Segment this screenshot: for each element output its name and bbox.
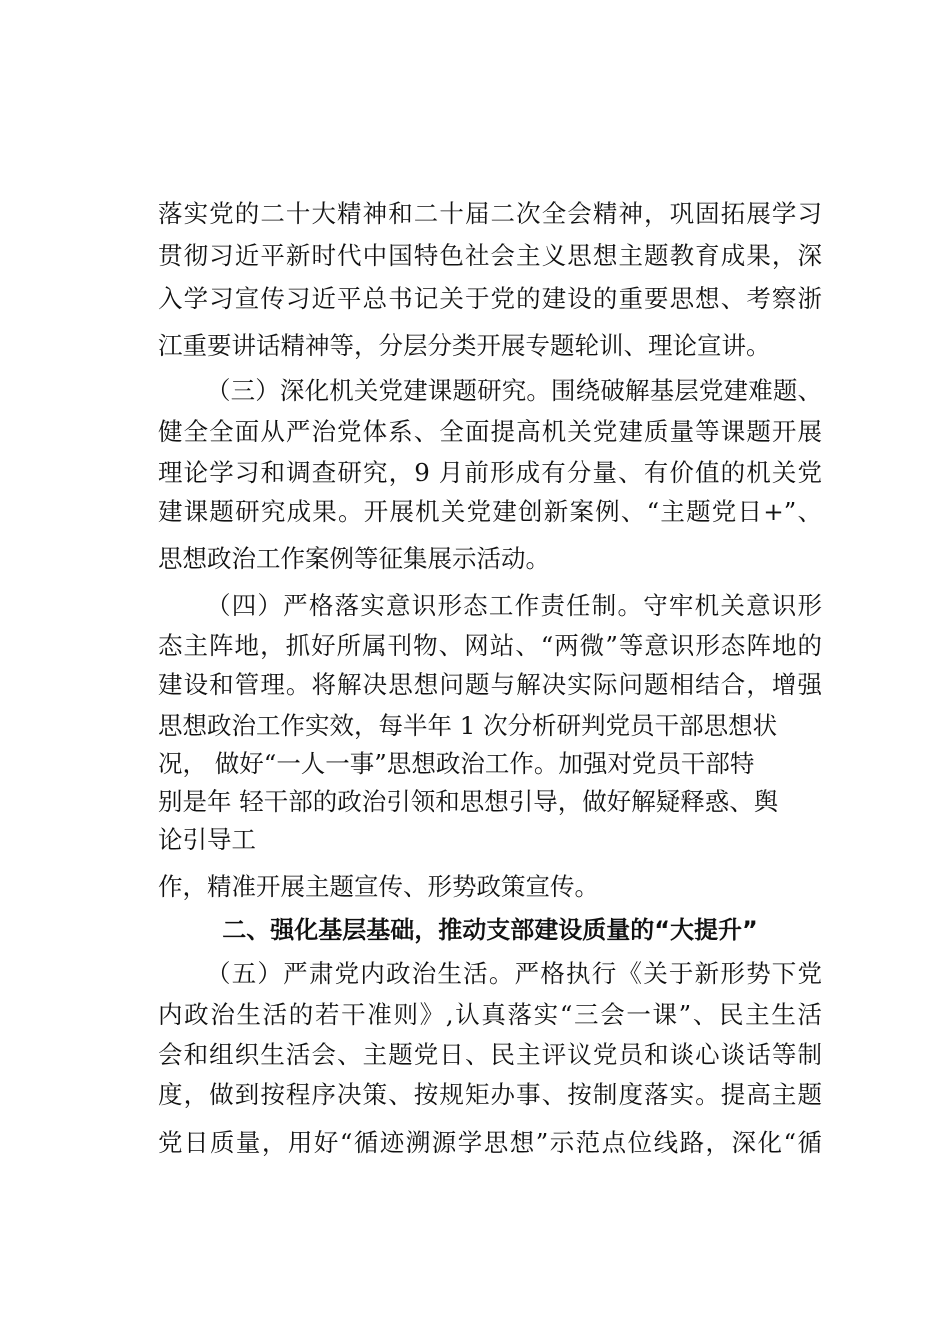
text-line-7: 理论学习和调查研究，9 月前形成有分量、有价值的机关党	[158, 458, 822, 487]
section-three-first-line: （三）深化机关党建课题研究。围绕破解基层党建难题、	[206, 376, 822, 405]
text-line-8: 建课题研究成果。开展机关党建创新案例、“主题党日+”、	[158, 497, 822, 526]
text-line-17: 作，精准开展主题宣传、形势政策宣传。	[158, 872, 599, 901]
text-line-9: 思想政治工作案例等征集展示活动。	[158, 544, 550, 573]
text-line-15: 别是年 轻干部的政治引领和思想引导，做好解疑释惑、舆	[158, 787, 779, 816]
text-line-3: 入学习宣传习近平总书记关于党的建设的重要思想、考察浙	[158, 284, 822, 313]
section-five-first-line: （五）严肃党内政治生活。严格执行《关于新形势下党	[206, 959, 822, 988]
text-line-13: 思想政治工作实效，每半年 1 次分析研判党员干部思想状	[158, 711, 778, 740]
text-line-6: 健全全面从严治党体系、全面提高机关党建质量等课题开展	[158, 417, 822, 446]
text-line-22: 度，做到按程序决策、按规矩办事、按制度落实。提高主题	[158, 1080, 822, 1109]
text-line-23: 党日质量，用好“循迹溯源学思想”示范点位线路，深化“循	[158, 1128, 822, 1157]
text-line-20: 内政治生活的若干准则》,认真落实“三会一课”、民主生活	[158, 1000, 822, 1029]
text-line-16: 论引导工	[158, 825, 256, 854]
text-line-1: 落实党的二十大精神和二十届二次全会精神，巩固拓展学习	[158, 199, 822, 228]
text-line-21: 会和组织生活会、主题党日、民主评议党员和谈心谈话等制	[158, 1040, 822, 1069]
section-four-first-line: （四）严格落实意识形态工作责任制。守牢机关意识形	[206, 591, 822, 620]
text-line-2: 贯彻习近平新时代中国特色社会主义思想主题教育成果，深	[158, 241, 822, 270]
text-line-4: 江重要讲话精神等，分层分类开展专题轮训、理论宣讲。	[158, 331, 771, 360]
section-heading-two: 二、强化基层基础，推动支部建设质量的“大提升”	[222, 916, 758, 944]
text-line-12: 建设和管理。将解决思想问题与解决实际问题相结合，增强	[158, 670, 822, 699]
text-line-14: 况， 做好“一人一事”思想政治工作。加强对党员干部特	[158, 749, 755, 778]
text-line-11: 态主阵地，抓好所属刊物、网站、“两微”等意识形态阵地的	[158, 631, 822, 660]
